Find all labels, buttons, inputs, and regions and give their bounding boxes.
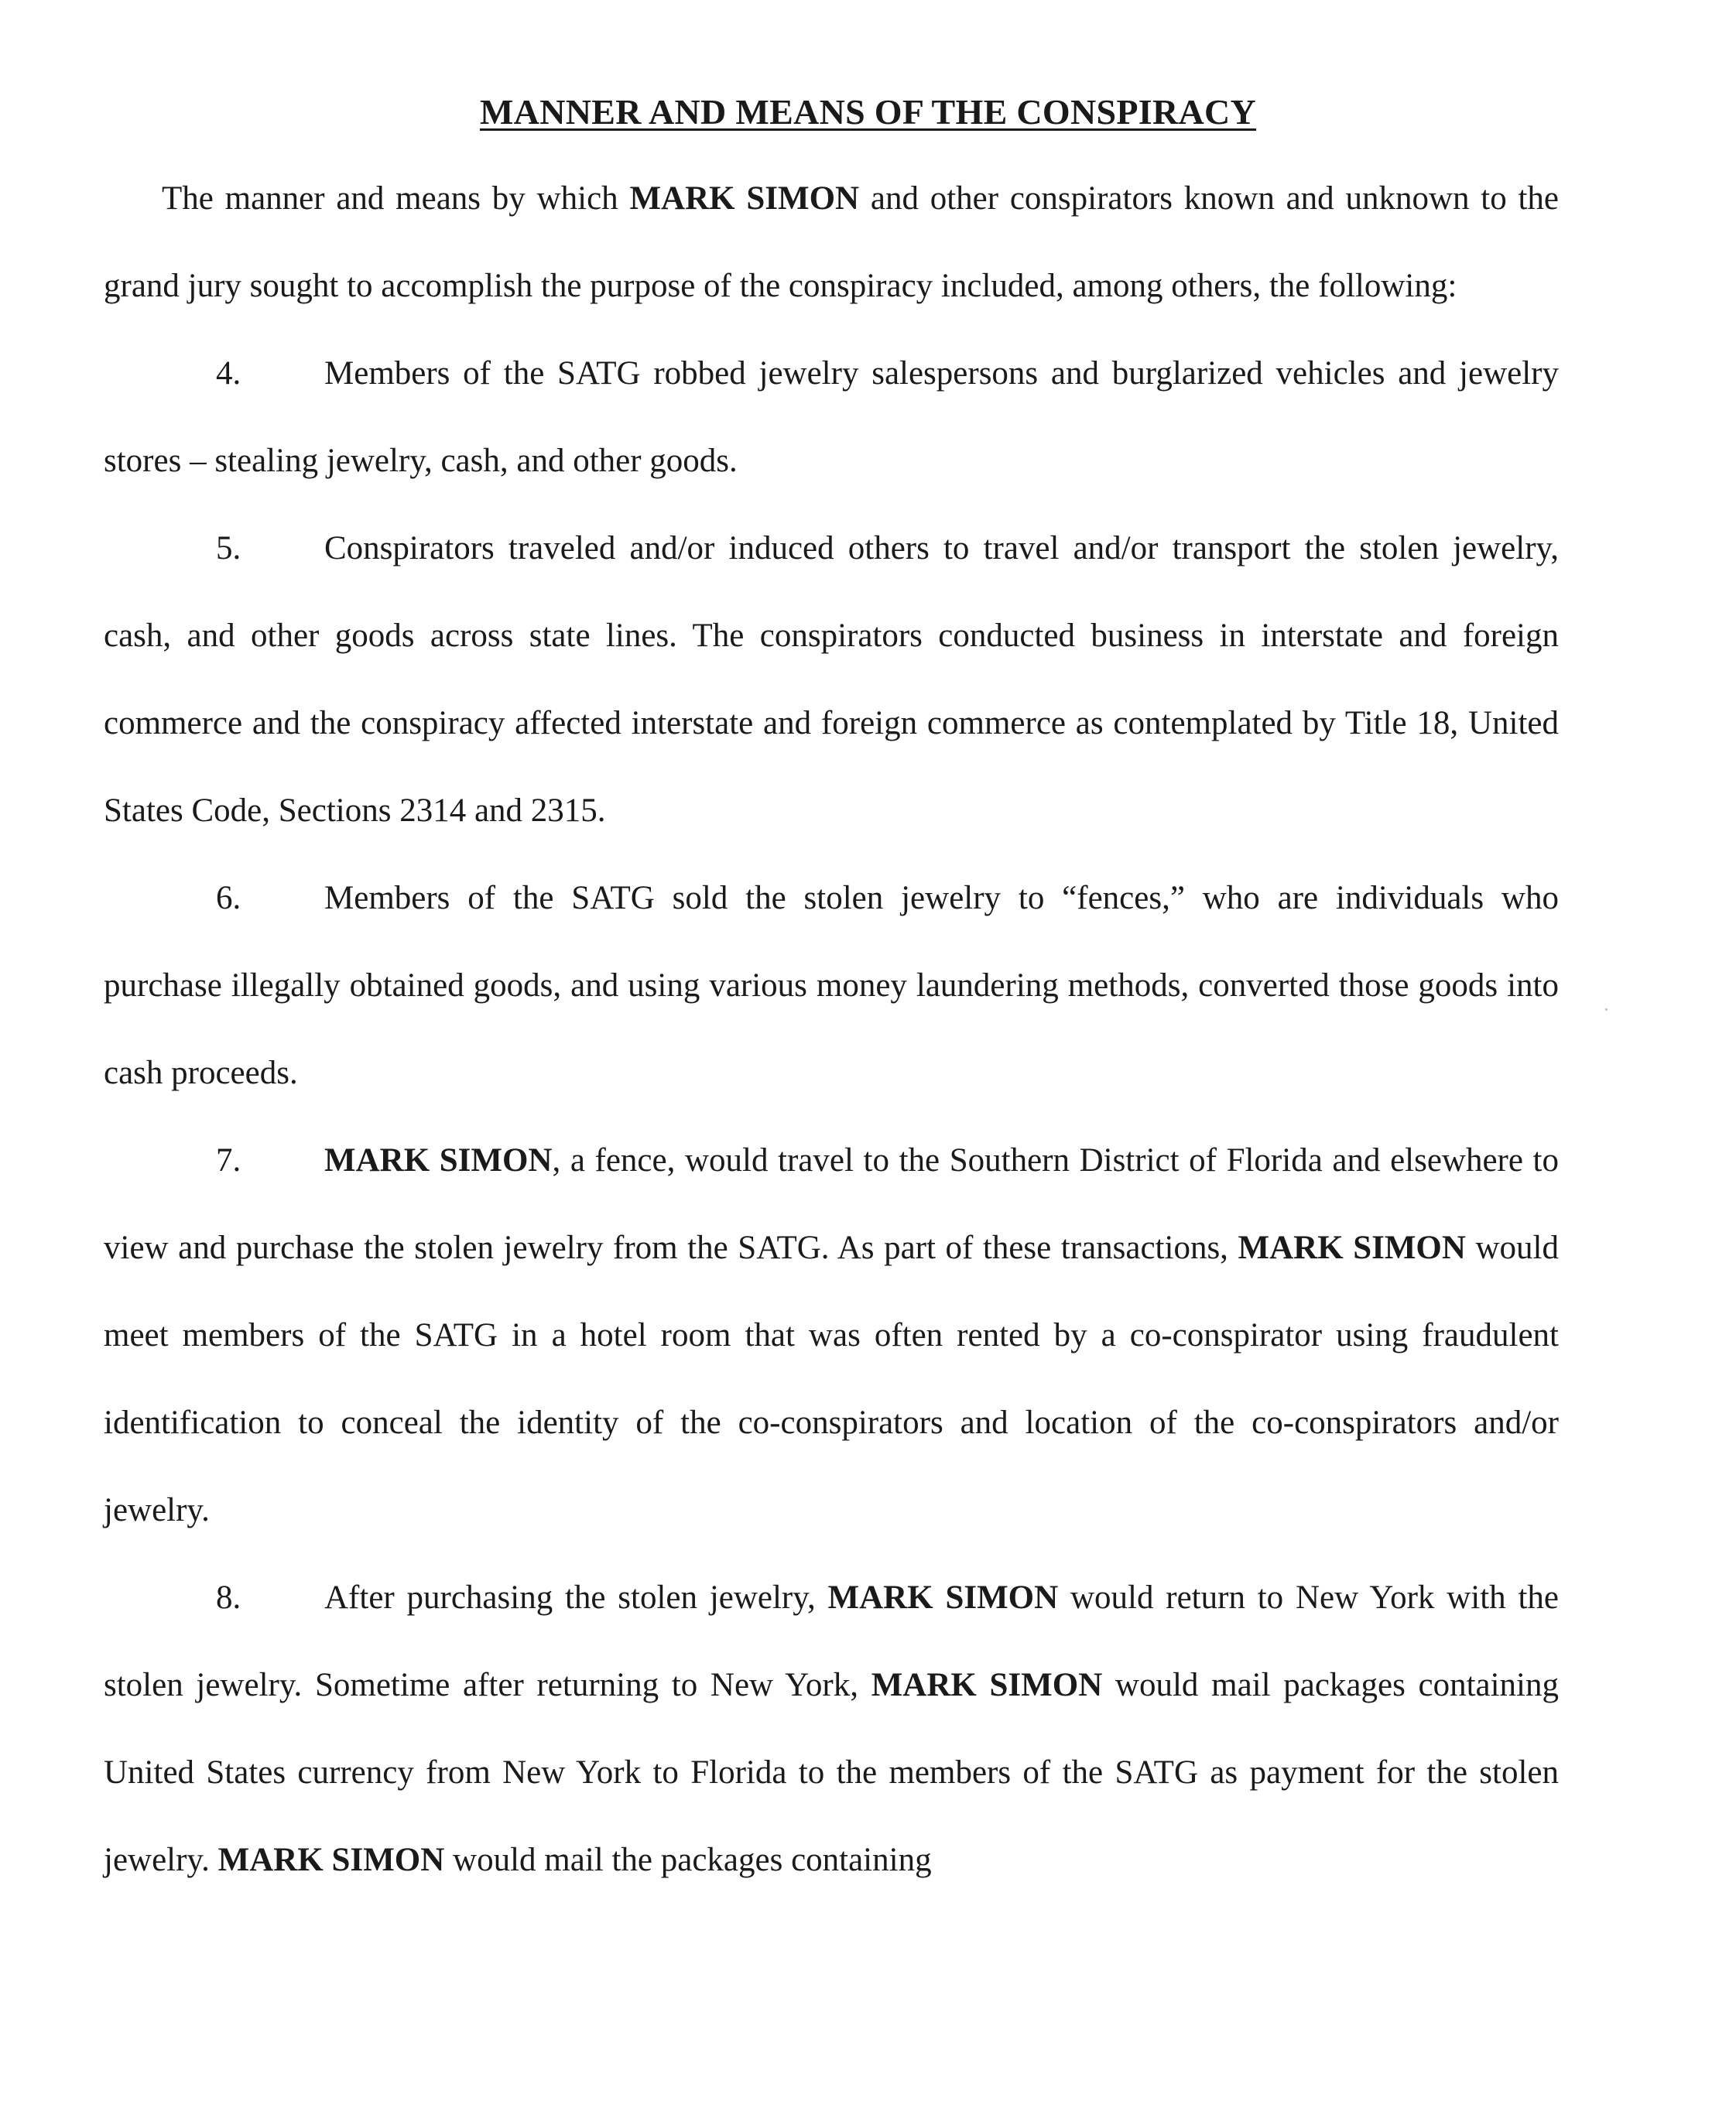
- paragraph-number: 5.: [216, 530, 241, 566]
- paragraph-number: 8.: [216, 1579, 241, 1616]
- paragraph-text: , a fence, would travel to the Southern District of Florida and elsewhere to view and purchase the stolen jewelry from the SATG. As part of these transactions,: [104, 1142, 1560, 1266]
- paragraph-text: would mail packages containing United States currency from New York to Florida to the members of the SATG as payment for the stolen jewelry.: [104, 1667, 1559, 1878]
- paragraph-text: Members of the SATG robbed jewelry salespersons and burglarized vehicles and jewelry stores – stealing jewelry, cash, and other goods.: [104, 355, 1559, 479]
- document-body: [104, 155, 1559, 1904]
- paragraph-4: [104, 330, 1559, 505]
- paragraph-number: 7.: [216, 1142, 241, 1179]
- intro-text-2: and other conspirators known and unknown to the grand jury sought to accomplish the purpose of the conspiracy included, among others, the following:: [104, 180, 1560, 304]
- defendant-name: MARK SIMON: [871, 1667, 1103, 1703]
- defendant-name: MARK SIMON: [1238, 1230, 1466, 1266]
- intro-text-1: The manner and means by which: [162, 180, 630, 217]
- paragraph-8: [104, 1554, 1559, 1904]
- intro-paragraph: [104, 155, 1559, 330]
- paragraph-6: [104, 854, 1559, 1117]
- paragraph-number: 4.: [216, 355, 241, 392]
- defendant-name: MARK SIMON: [324, 1142, 553, 1179]
- section-heading: MANNER AND MEANS OF THE CONSPIRACY: [479, 92, 1257, 132]
- paragraph-text: would mail the packages containing: [444, 1842, 932, 1878]
- paragraph-text: would return to New York with the stolen jewelry. Sometime after returning to New York,: [104, 1579, 1560, 1703]
- defendant-name: MARK SIMON: [827, 1579, 1059, 1616]
- paragraph-number: 6.: [216, 880, 241, 916]
- paragraph-text: Members of the SATG sold the stolen jewelry to “fences,” who are individuals who purchase illegally obtained goods, and using various money laundering methods, converted those goods into cash proceeds.: [104, 880, 1559, 1091]
- defendant-name: MARK SIMON: [629, 180, 860, 217]
- paragraph-text: Conspirators traveled and/or induced others to travel and/or transport the stolen jewelry, cash, and other goods across state lines. The conspirators conducted business in interstate and foreign commerce and the conspiracy affected interstate and foreign commerce as contemplated by Title 18, United States Code, Sections 2314 and 2315.: [104, 530, 1559, 829]
- paragraph-text: After purchasing the stolen jewelry,: [324, 1579, 828, 1616]
- paragraph-7: [104, 1117, 1559, 1554]
- paragraph-5: [104, 505, 1559, 854]
- paragraph-text: would meet members of the SATG in a hotel room that was often rented by a co-conspirator using fraudulent identification to conceal the identity of the co-conspirators and location of the co-conspirators and/or jewelry.: [104, 1230, 1559, 1528]
- defendant-name: MARK SIMON: [217, 1842, 445, 1878]
- scan-speck: [1605, 1008, 1608, 1011]
